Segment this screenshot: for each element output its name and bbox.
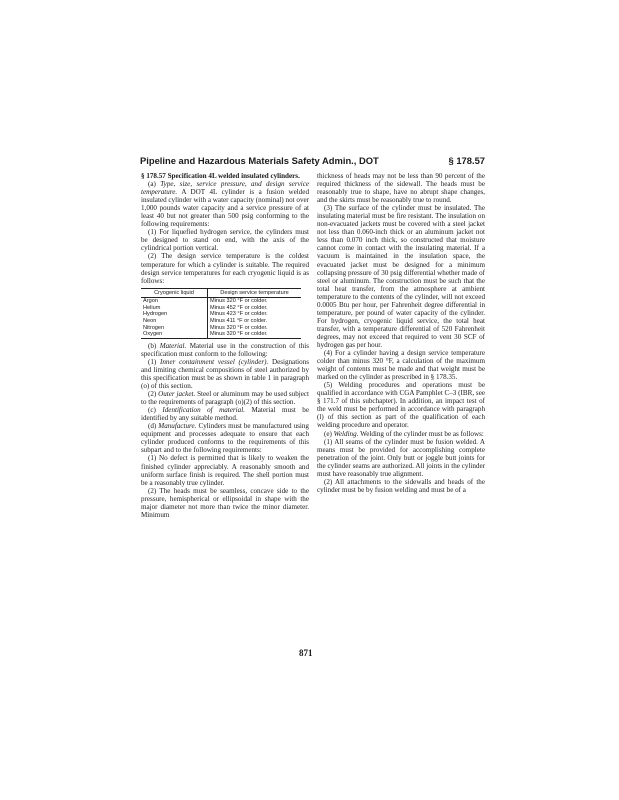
paragraph-d1: (1) No defect is permitted that is likely to weaken the finished cylinder appreciably. A reasonably smooth and uniform surface finish is required. The shell portion must be a reasonably true cylinder. [141, 454, 309, 487]
paragraph-d4: (4) For a cylinder having a design service temperature colder than minus 320 °F, a calculation of the maximum weight of contents must be made and that weight must be marked on the cylinder as prescribed in § 178.35. [317, 349, 485, 382]
table-row [141, 305, 301, 312]
cell-temp: Minus 320 °F or colder. [210, 298, 268, 305]
temperature-table [141, 288, 301, 339]
table-row [141, 325, 301, 332]
section-heading [141, 172, 309, 180]
para-text: Material must be identified by any suitable method. [141, 406, 309, 423]
paragraph-e2: (2) All attachments to the sidewalls and heads of the cylinder must be by fusion welding and must be of a [317, 477, 485, 494]
para-text: Cylinders must be manufactured using equipment and processes adequate to ensure that each cylinder produced conforms to the requirements of this subpart and to the following requirements: [141, 422, 309, 455]
cell-temp: Minus 411 °F or colder. [210, 318, 268, 325]
para-heading: Inner containment vessel (cylinder). [160, 357, 269, 366]
header-section: § 178.57 [448, 155, 485, 166]
paragraph-a2: (2) The design service temperature is the coldest temperature for which a cylinder is suitable. The required design service temperatures for each cryogenic liquid is as follows: [141, 252, 309, 285]
paragraph-d2: (2) The heads must be seamless, concave side to the pressure, hemispherical or ellipsoidal in shape with the major diameter not more than twice the minor diameter. Minimum [141, 486, 309, 519]
para-text: A DOT 4L cylinder is a fusion welded insulated cylinder with a water capacity (nominal) not over 1,000 pounds water capacity and a service pressure of at least 40 but not greater than 500 psig conforming to the following requirements: [141, 188, 309, 229]
cell-liquid: Nitrogen [141, 325, 208, 332]
cell-liquid: Helium [141, 305, 208, 312]
paragraph-a1: (1) For liquefied hydrogen service, the cylinders must be designed to stand on end, with the axis of the cylindrical portion vertical. [141, 228, 309, 253]
paragraph-d [141, 422, 309, 454]
para-heading: Manufacture. [158, 422, 197, 431]
table-row [141, 331, 301, 338]
cell-temp: Minus 452 °F or colder. [210, 304, 268, 311]
paragraph-b2 [141, 390, 309, 406]
paragraph-continued: thickness of heads may not be less than 90 percent of the required thickness of the sidewall. The heads must be reasonably true to shape, have no abrupt shape changes, and the skirts must be reasonably true to round. [317, 172, 485, 205]
table-header-temp: Design service temperature [208, 288, 302, 298]
right-column [317, 172, 485, 494]
para-heading: Type, size, service pressure, and design service temperature. [141, 180, 309, 197]
table-row [141, 298, 301, 305]
table-header-liquid: Cryogenic liquid [141, 288, 208, 298]
para-label: (a) [148, 180, 156, 189]
paragraph-b [141, 342, 309, 358]
cell-liquid: Argon [141, 298, 208, 305]
para-heading: Welding. [333, 429, 359, 438]
para-text: Material use in the construction of this specification must conform to the following: [141, 341, 309, 358]
paragraph-a [141, 180, 309, 228]
table-row [141, 311, 301, 318]
para-text: Welding of the cylinder must be as follows: [360, 429, 484, 438]
paragraph-e1: (1) All seams of the cylinder must be fusion welded. A means must be provided for accomplishing complete penetration of the joint. Only butt or joggle butt joints for the cylinder seams are authorized. All joints in the cylinder must have reasonably true alignment. [317, 437, 485, 478]
paragraph-d3: (3) The surface of the cylinder must be insulated. The insulating material must be fire resistant. The insulation on non-evacuated jackets must be covered with a steel jacket not less than 0.060-inch thick or an aluminum jacket not less than 0.070 inch thick, so constructed that moisture cannot come in contact with the insulating material. If a vacuum is maintained in the insulation space, the evacuated jacket must be designed for a minimum collapsing pressure of 30 psig differential whether made of steel or aluminum. The construction must be such that the total heat transfer, from the atmosphere at ambient temperature to the contents of the cylinder, will not exceed 0.0005 Btu per hour, per Fahrenheit degree differential in temperature, per pound of water capacity of the cylinder. For hydrogen, cryogenic liquid service, the total heat transfer, with a temperature differential of 520 Fahrenheit degrees, may not exceed that required to vent 30 SCF of hydrogen gas per hour. [317, 204, 485, 349]
cell-temp: Minus 320 °F or colder. [210, 324, 268, 331]
section-title: Specification 4L welded insulated cylinders. [167, 172, 300, 180]
cell-temp: Minus 320 °F or colder. [208, 331, 302, 338]
running-header [140, 155, 485, 169]
left-column [141, 172, 309, 519]
section-number: § 178.57 [141, 172, 166, 180]
paragraph-e [317, 430, 485, 438]
para-text: Steel or aluminum may be used subject to the requirements of paragraph (o)(2) of this section. [141, 390, 309, 407]
para-heading: Material. [159, 341, 187, 350]
para-heading: Outer jacket. [158, 390, 196, 399]
header-agency: Pipeline and Hazardous Materials Safety Admin., DOT [140, 155, 379, 166]
page-number: 871 [299, 648, 313, 658]
para-heading: Identification of material. [162, 406, 245, 415]
paragraph-d5: (5) Welding procedures and operations must be qualified in accordance with CGA Pamphlet C–3 (IBR, see § 171.7 of this subchapter). In addition, an impact test of the weld must be performed in accordance with paragraph (l) of this section as part of the qualification of each welding procedure and operator. [317, 381, 485, 430]
para-label: (d) [148, 422, 157, 431]
paragraph-c [141, 406, 309, 422]
para-label: (1) [148, 357, 157, 366]
para-label: (c) [148, 406, 156, 415]
cell-liquid: Oxygen [141, 331, 208, 338]
para-label: (e) [324, 429, 332, 438]
table-row [141, 318, 301, 325]
para-text: Designations and limiting chemical compositions of steel authorized by this specification must be as shown in table 1 in paragraph (o) of this section. [141, 357, 309, 391]
cell-temp: Minus 423 °F or colder. [210, 311, 268, 318]
para-label: (b) [148, 341, 157, 350]
para-label: (2) [148, 390, 157, 399]
paragraph-b1 [141, 358, 309, 390]
cell-liquid: Hydrogen [141, 311, 208, 318]
cell-liquid: Neon [141, 318, 208, 325]
